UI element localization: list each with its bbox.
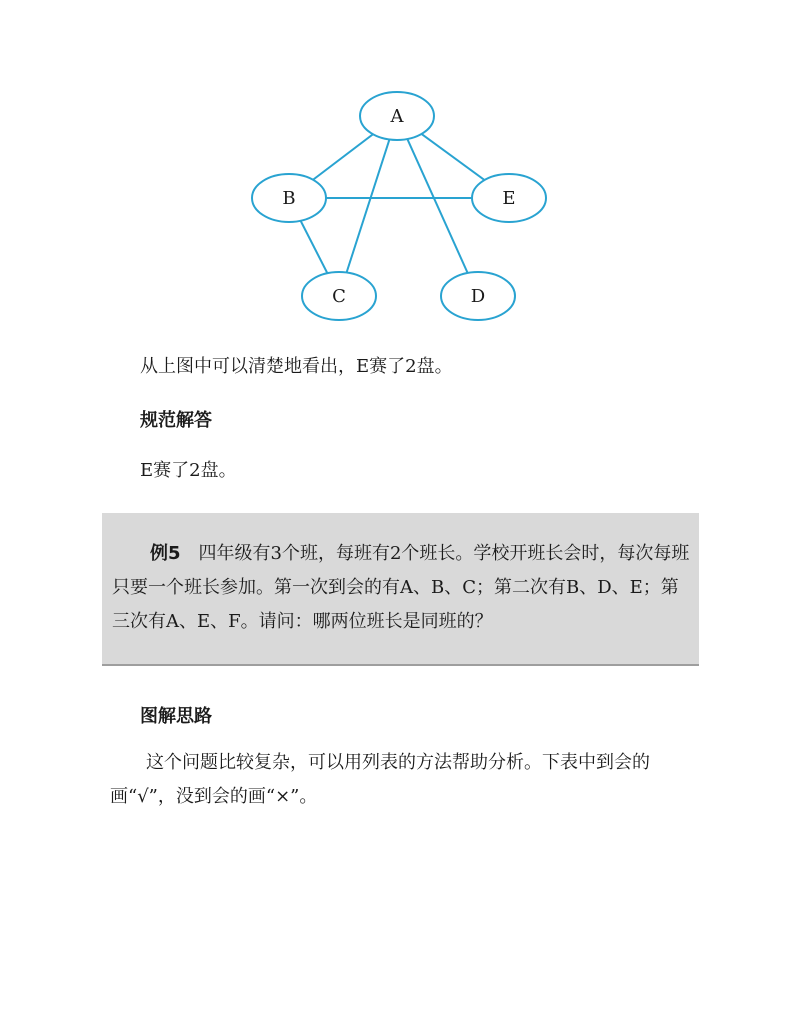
node-label-C: C bbox=[332, 286, 346, 307]
node-label-A: A bbox=[390, 106, 404, 127]
edge-A-D bbox=[397, 116, 478, 296]
thinking-heading: 图解思路 bbox=[140, 706, 212, 727]
example-body: 四年级有3个班，每班有2个班长。学校开班长会时，每次每班只要一个班长参加。第一次到会的有A、B、C；第二次有B、D、E；第三次有A、E、F。请问：哪两位班长是同班的？ bbox=[112, 543, 690, 632]
node-label-B: B bbox=[282, 188, 296, 209]
observation-text: 从上图中可以清楚地看出，E赛了2盘。 bbox=[140, 356, 453, 377]
solution-heading: 规范解答 bbox=[140, 410, 212, 431]
edge-A-C bbox=[339, 116, 397, 296]
example-paragraph bbox=[112, 537, 692, 639]
example-box bbox=[102, 513, 699, 666]
example-label: 例5 bbox=[150, 543, 181, 564]
graph-diagram bbox=[0, 0, 800, 340]
thinking-text: 这个问题比较复杂，可以用列表的方法帮助分析。下表中到会的画“√”，没到会的画“×”。 bbox=[110, 752, 650, 807]
solution-text: E赛了2盘。 bbox=[140, 460, 237, 481]
node-label-D: D bbox=[470, 286, 486, 307]
node-label-E: E bbox=[502, 188, 516, 209]
